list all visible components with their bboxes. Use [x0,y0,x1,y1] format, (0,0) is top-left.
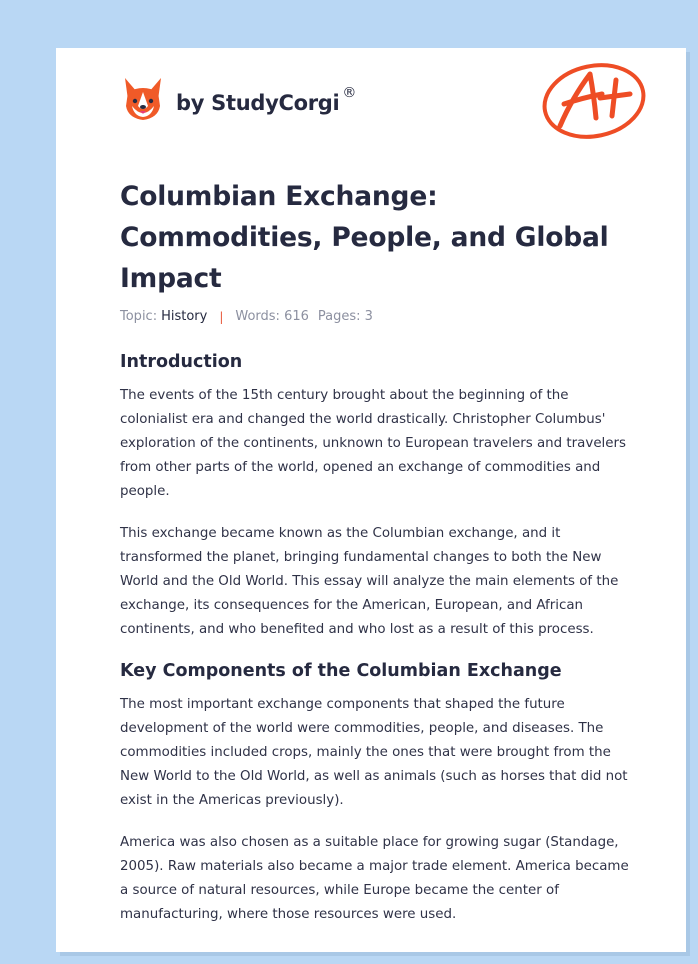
corgi-logo-icon [122,76,164,122]
page-count: Pages: 3 [317,309,373,324]
paragraph: The events of the 15th century brought about the beginning of the colonialist era and changed the world drastically. Christopher Columbus' exploration of the continents, unknown to European travelers and travelers from other parts of the world, opened an exchange of commodities and people. [120,388,626,499]
brand-name: by StudyCorgi ® [176,85,357,115]
registered-mark: ® [342,85,357,101]
topic-label: Topic: [120,309,158,324]
brand-header[interactable] [122,76,356,122]
document-content [120,176,630,927]
section-heading: Introduction [120,352,243,372]
document-title: Columbian Exchange: Commodities, People, and Global Impact [120,181,609,294]
document-page [56,48,686,952]
topic-link[interactable]: History [161,309,208,324]
a-plus-grade-icon [538,58,650,148]
section-heading: Key Components of the Columbian Exchange [120,661,562,681]
paragraph: America was also chosen as a suitable place for growing sugar (Standage, 2005). Raw materials also became a major trade element. America became a source of natural resources, while Europe became the center of manufacturing, where those resources were used. [120,835,629,922]
paragraph: The most important exchange components that shaped the future development of the world were commodities, people, and diseases. The commodities included crops, mainly the ones that were brought from the New World to the Old World, as well as animals (such as horses that did not exist in the Americas previously). [120,697,628,808]
paragraph: This exchange became known as the Columbian exchange, and it transformed the planet, bringing fundamental changes to both the New World and the Old World. This essay will analyze the main elements of the exchange, its consequences for the American, European, and African continents, and who benefited and who lost as a result of this process. [120,526,619,637]
document-meta [120,309,630,324]
meta-separator: | [219,309,224,324]
word-count: Words: 616 [235,309,309,324]
